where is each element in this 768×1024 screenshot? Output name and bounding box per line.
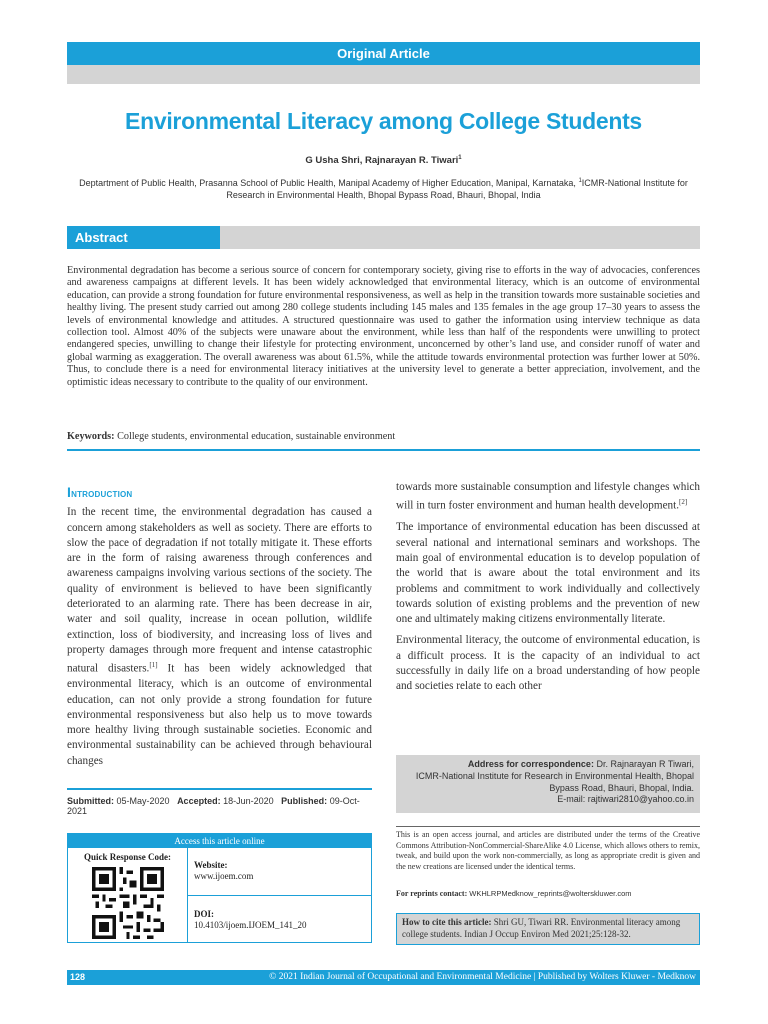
article-type-banner: Original Article — [67, 42, 700, 65]
affiliation — [67, 175, 700, 201]
dates-divider — [67, 788, 372, 790]
corr-line-3: Bypass Road, Bhauri, Bhopal, India. — [549, 782, 694, 793]
article-title: Environmental Literacy among College Students — [125, 108, 642, 134]
affiliation-sup: 1 — [578, 178, 582, 184]
header-band — [67, 65, 700, 84]
corr-line-1 — [402, 759, 694, 771]
access-heading: Access this article online — [68, 834, 371, 848]
published-date: 09-Oct-2021 — [67, 796, 360, 816]
cite-label: How to cite this article: — [402, 917, 492, 927]
section-heading-introduction: Introduction — [67, 484, 133, 500]
doi-label — [194, 909, 366, 920]
qr-code-icon[interactable] — [92, 867, 164, 939]
license-divider — [396, 826, 700, 827]
website-label-text: Website: — [194, 860, 228, 870]
heading-rest: ntroduction — [71, 486, 133, 500]
doi-link[interactable]: 10.4103/ijoem.IJOEM_141_20 — [194, 920, 307, 930]
intro-p1-cont: It has been widely acknowledged that environmental literacy, which is an outcome of environmental education, can not only provide a strong foundation for future environmental responsiveness but also help us to move towards more healthy living through sustainable societies. Economic and environmental sustainability can be achieved through behavioural changes — [67, 663, 373, 767]
submitted-date: 05-May-2020 — [116, 796, 170, 806]
keywords — [67, 431, 700, 442]
page-footer — [67, 970, 700, 985]
correspondence-box — [396, 755, 700, 813]
intro-paragraph-r2: The importance of environmental education has been discussed at several national and international seminars and workshops. The main goal of environmental education is to develop population of the world that is aware about the total environment and its problems and commitment to work individually and collectively towards solution of existing problems and the prevention of new one and ultimately making citizens environmentally literate. — [396, 521, 700, 626]
page-number: 128 — [70, 972, 86, 982]
corr-name: Dr. Rajnarayan R Tiwari, — [596, 759, 694, 769]
abstract-header — [67, 226, 700, 249]
intro-paragraph-r3: Environmental literacy, the outcome of environmental education, is a difficult process. It is the capacity of an individual to act successfully in daily life on a broad understanding of how people and societies relate to each other — [396, 634, 700, 693]
accepted-date: 18-Jun-2020 — [223, 796, 274, 806]
abstract-divider — [67, 449, 700, 451]
corr-line-2: ICMR-National Institute for Research in Environmental Health, Bhopal — [415, 770, 694, 781]
keywords-label: Keywords: — [67, 431, 115, 442]
affiliation-2: ICMR-National Institute for Research in Environmental Health, Bhopal Bypass Road, Bhauri, Bhopal, India — [226, 178, 688, 200]
access-online-box — [67, 833, 372, 943]
corr-label: Address for correspondence: — [467, 759, 594, 769]
ref-2[interactable]: [2] — [679, 498, 688, 507]
website-link[interactable]: www.ijoem.com — [194, 871, 254, 881]
ref-1[interactable]: [1] — [149, 661, 158, 670]
qr-cell — [68, 848, 188, 943]
footer-text: © 2021 Indian Journal of Occupational and Environmental Medicine | Published by Wolters Kluwer - Medknow — [269, 972, 696, 982]
license-text: This is an open access journal, and articles are distributed under the terms of the Creative Commons Attribution-NonCommercial-ShareAlike 4.0 License, which allows others to remix, tweak, and build upon the work non-commercially, as long as appropriate credit is given and the new creations are licensed under the identical terms. — [396, 830, 700, 871]
submitted-label: Submitted: — [67, 796, 114, 806]
qr-label: Quick Response Code: — [83, 852, 171, 862]
right-column — [396, 480, 700, 701]
intro-paragraph-1 — [67, 505, 372, 769]
authors — [67, 155, 700, 166]
author-sup: 1 — [458, 155, 462, 161]
cite-text: Shri GU, Tiwari RR. Environmental literacy among college students. Indian J Occup Environ Med 2021;25:128-32. — [402, 917, 681, 939]
reprints — [396, 889, 700, 898]
doi-cell — [188, 896, 372, 943]
doi-label-text: DOI: — [194, 909, 214, 919]
article-dates — [67, 796, 372, 816]
citation-box — [396, 913, 700, 945]
intro-p1: In the recent time, the environmental degradation has caused a concern among stakeholders as well as society. There are efforts to slow the pace of degradation if not totally mitigate it. These efforts are in the form of raising awareness through conferences and awareness campaigns involving various sections of the society. The quality of environment is believed to have been significantly deteriorated to an alarming rate. There has been decrease in air, water and soil quality, increase in ocean pollution, wildlife extinction, loss of biodiversity, and increasing loss of lives and property damages through more frequent and intense catastrophic natural disasters. — [67, 506, 372, 675]
published-label: Published: — [281, 796, 328, 806]
abstract-label: Abstract — [67, 226, 220, 249]
reprints-email[interactable]: WKHLRPMedknow_reprints@wolterskluwer.com — [469, 889, 632, 898]
website-cell — [188, 848, 372, 896]
intro-paragraph-r1 — [396, 480, 700, 514]
accepted-label: Accepted: — [177, 796, 221, 806]
keywords-text: College students, environmental education, sustainable environment — [117, 431, 396, 442]
intro-r1: towards more sustainable consumption and lifestyle changes which will in turn foster environment and human health development. — [396, 481, 700, 513]
author-names: G Usha Shri, Rajnarayan R. Tiwari — [305, 155, 459, 167]
website-label — [194, 860, 366, 871]
corr-email[interactable]: E-mail: rajtiwari2810@yahoo.co.in — [557, 794, 694, 805]
reprints-label: For reprints contact: — [396, 889, 468, 898]
abstract-text: Environmental degradation has become a serious source of concern for contemporary society, giving rise to efforts in the way of advocacies, conferences and awareness campaigns at different levels. It has been widely acknowledged that environmental literacy, which is an outcome of environmental education, can provide a strong foundation for future environmental responsiveness, as well as help in the transition towards more sustainable societies and healthy living. The present study carried out among 280 college students including 145 males and 135 females in the age group 17–30 years to assess the levels of environmental knowledge and attitudes. A structured questionnaire was used to gather the information using interview technique as data collection tool. Almost 40% of the subjects were unaware about the environment, while less than half of the respondents were unwilling to protect endangered species, unwilling to change their lifestyle for protecting environment, unconcerned by other’s land use, and consider runoff of water and global warming as exaggeration. The overall awareness was about 61.5%, while the attitude towards environmental protection was further lower at 50%. Thus, to conclude there is a need for environmental literacy initiatives at the university level to generate a better appreciation, involvement, and the optimistic ideas necessary to contribute to the quality of our environment. — [67, 265, 700, 388]
affiliation-1: Deptartment of Public Health, Prasanna School of Public Health, Manipal Academy of Higher Education, Manipal, Karnataka, — [79, 178, 576, 188]
left-column — [67, 485, 372, 775]
